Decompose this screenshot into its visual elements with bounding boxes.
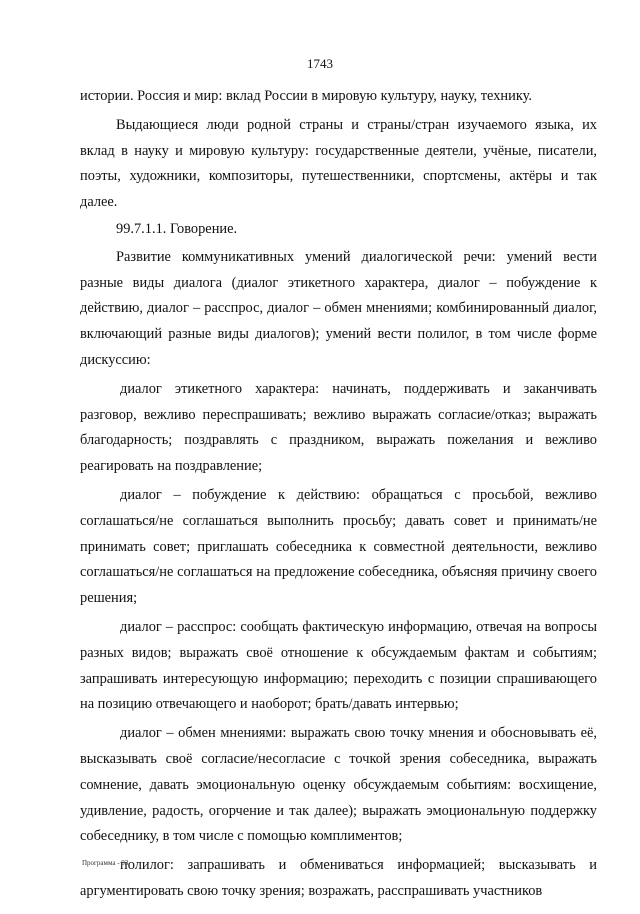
paragraph-polylogue: полилог: запрашивать и обмениваться информацией; высказывать и аргументировать свою точку зрения; возражать, расспрашивать участников <box>80 857 597 899</box>
paragraph-etiquette-dialogue: диалог этикетного характера: начинать, поддерживать и заканчивать разговор, вежливо переспрашивать; вежливо выражать согласие/отказ; выражать благодарность; поздравлять с праздником, выражать пожелания и вежливо реагировать на поздравление; <box>80 380 597 475</box>
paragraph-opinion-dialogue: диалог – обмен мнениями: выражать свою точку мнения и обосновывать её, высказывать своё согласие/несогласие с точкой зрения собеседника, выражать сомнение, давать эмоциональную оценку обсуждаемым событиям: восхищение, удивление, радость, огорчение и так далее); выражать эмоциональную поддержку собеседнику, в том числе с помощью комплиментов; <box>80 725 597 845</box>
page-footer: Программа - 03 <box>82 859 129 867</box>
document-body <box>80 84 597 905</box>
page-number: 1743 <box>307 56 333 71</box>
paragraph-action-dialogue: диалог – побуждение к действию: обращаться с просьбой, вежливо соглашаться/не соглашаться выполнить просьбу; давать совет и принимать/не принимать совет; приглашать собеседника к совместной деятельности, вежливо соглашаться/не соглашаться на предложение собеседника, объясняя причину своего решения; <box>80 486 597 607</box>
paragraph-dialogue-skills: Развитие коммуникативных умений диалогической речи: умений вести разные виды диалога (диалог этикетного характера, диалог – побуждение к действию, диалог – расспрос, диалог – обмен мнениями; комбинированный диалог, включающий разные виды диалогов); умений вести полилог, в том числе форме дискуссию: <box>80 248 597 368</box>
paragraph-outstanding-people: Выдающиеся люди родной страны и страны/стран изучаемого языка, их вклад в науку и мировую культуру: государственные деятели, учёные, писатели, поэты, художники, композиторы, путешественники, спортсмены, актёры и так далее. <box>80 116 597 211</box>
paragraph-history: истории. Россия и мир: вклад России в мировую культуру, науку, технику. <box>80 88 532 104</box>
paragraph-inquiry-dialogue: диалог – расспрос: сообщать фактическую информацию, отвечая на вопросы разных видов; выражать своё отношение к обсуждаемым фактам и событиям; запрашивать интересующую информацию; переходить с позиции спрашивающего на позицию отвечающего и наоборот; брать/давать интервью; <box>80 618 597 713</box>
section-heading-speaking: 99.7.1.1. Говорение. <box>116 220 238 237</box>
